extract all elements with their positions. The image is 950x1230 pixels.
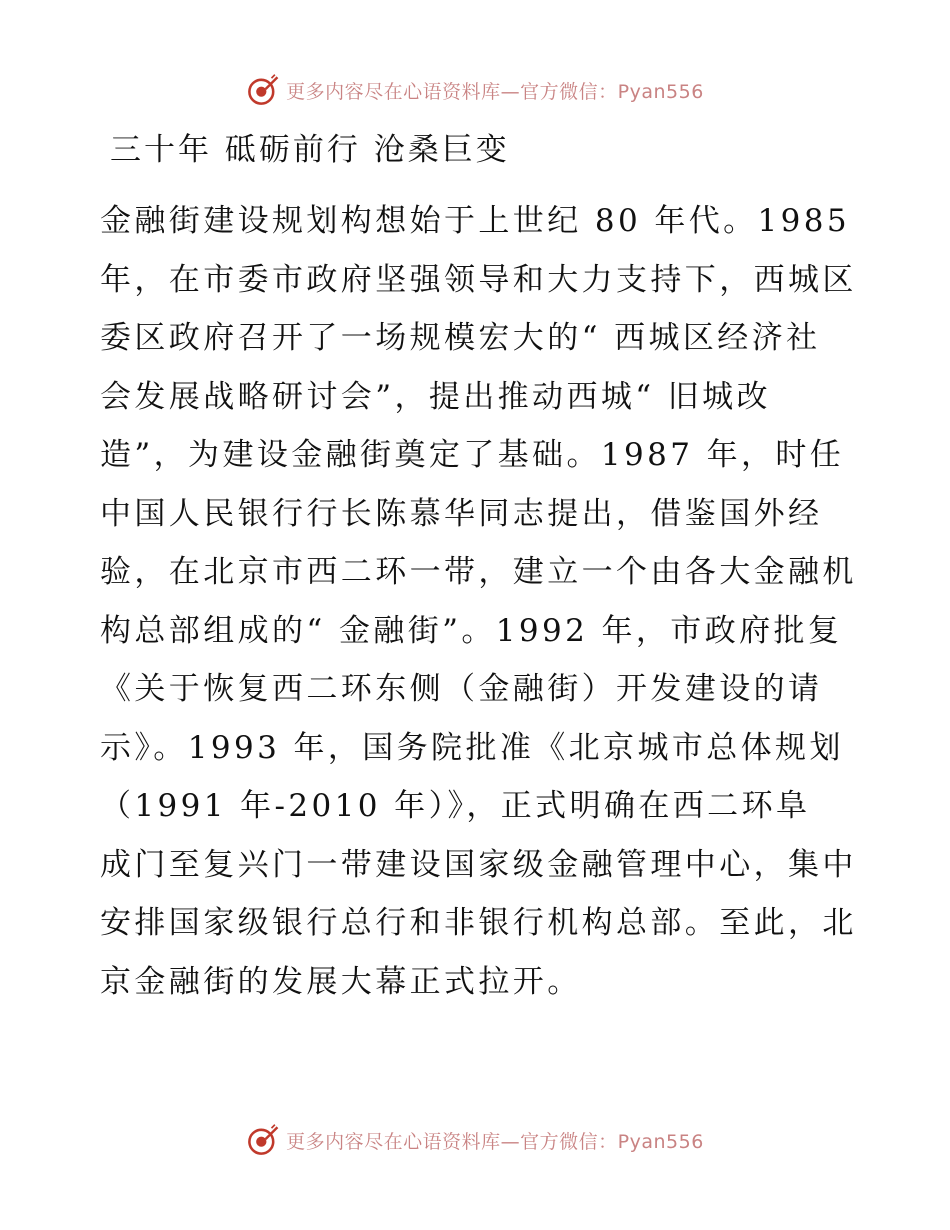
paragraph-line: 安排国家级银行总行和非银行机构总部。至此，北 bbox=[100, 905, 857, 941]
watermark-text: 更多内容尽在心语资料库—官方微信：Pyan556 bbox=[286, 80, 704, 103]
paragraph-line: 示》。1993 年，国务院批准《北京城市总体规划 bbox=[100, 729, 844, 766]
paragraph-line: 成门至复兴门一带建设国家级金融管理中心，集中 bbox=[100, 846, 857, 883]
paragraph-line: 验，在北京市西二环一带，建立一个由各大金融机 bbox=[100, 554, 857, 590]
paragraph-line: 委区政府召开了一场规模宏大的“ 西城区经济社 bbox=[100, 320, 821, 356]
paragraph-line: 造”，为建设金融街奠定了基础。1987 年，时任 bbox=[100, 437, 845, 473]
paragraph-line: 金融街建设规划构想始于上世纪 80 年代。1985 bbox=[100, 203, 851, 239]
paragraph-line: 京金融街的发展大幕正式拉开。 bbox=[100, 963, 582, 1000]
paragraph-line: （1991 年-2010 年）》，正式明确在西二环阜 bbox=[100, 788, 811, 824]
footer-watermark bbox=[0, 1120, 950, 1160]
paragraph-line: 《关于恢复西二环东侧（金融街）开发建设的请 bbox=[100, 671, 823, 707]
paragraph-line: 中国人民银行行长陈慕华同志提出，借鉴国外经 bbox=[100, 495, 823, 532]
section-heading: 三十年 砥砺前行 沧桑巨变 bbox=[110, 132, 510, 168]
paragraph-line: 年，在市委市政府坚强领导和大力支持下，西城区 bbox=[100, 261, 857, 298]
body-paragraph bbox=[100, 192, 860, 1011]
paragraph-line: 会发展战略研讨会”，提出推动西城“ 旧城改 bbox=[100, 378, 771, 415]
pen-logo-icon bbox=[246, 73, 280, 107]
pen-logo-icon bbox=[246, 1123, 280, 1157]
paragraph-line: 构总部组成的“ 金融街”。1992 年，市政府批复 bbox=[100, 612, 843, 649]
watermark-text: 更多内容尽在心语资料库—官方微信：Pyan556 bbox=[286, 1130, 704, 1153]
header-watermark bbox=[0, 70, 950, 110]
